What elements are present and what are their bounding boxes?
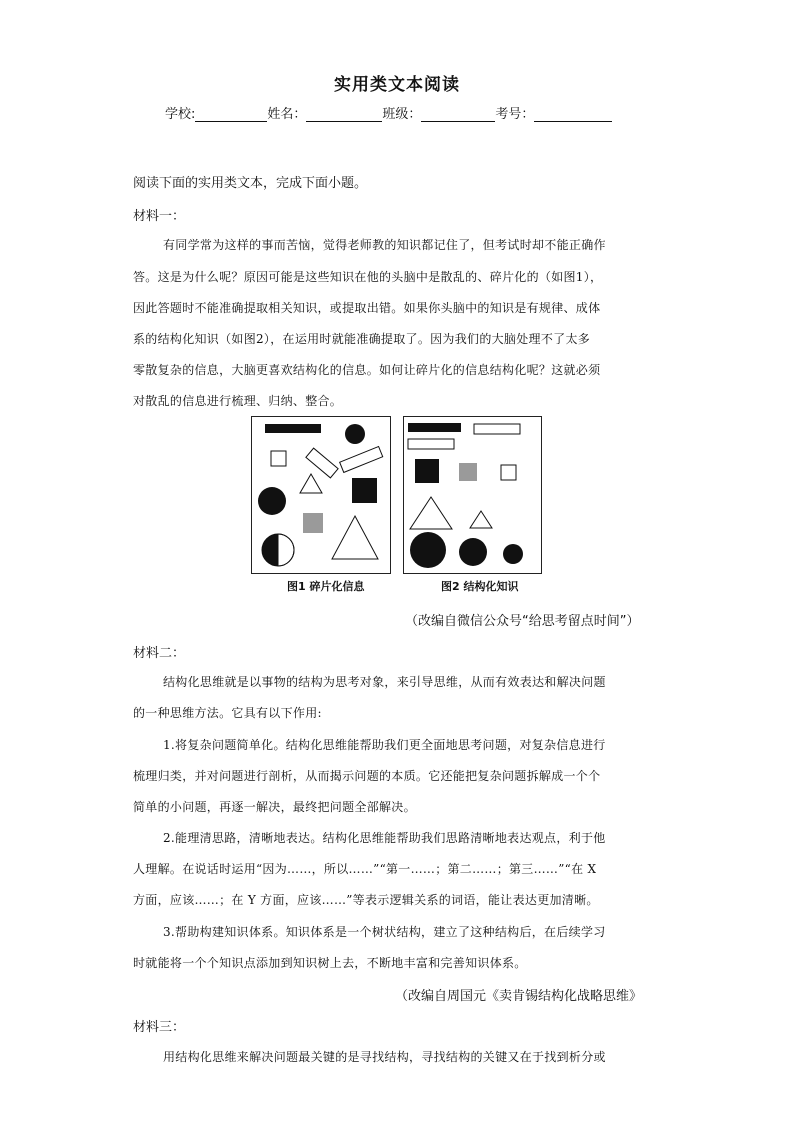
material1-source: （改编自微信公众号“给思考留点时间”）	[405, 614, 640, 629]
material3-heading: 材料三：	[133, 1020, 186, 1035]
figure-2-caption: 图2 结构化知识	[441, 580, 519, 593]
paragraph-line: 答。这是为什么呢？原因可能是这些知识在他的头脑中是散乱的、碎片化的（如图1），	[133, 270, 603, 284]
paragraph-line: 的一种思维方法。它具有以下作用:	[133, 706, 322, 720]
student-info-row	[165, 103, 612, 122]
paragraph-line: 对散乱的信息进行梳理、归纳、整合。	[133, 394, 343, 408]
paragraph-line: 3.帮助构建知识体系。知识体系是一个树状结构，建立了这种结构后，在后续学习	[163, 925, 606, 939]
name-blank	[306, 107, 382, 122]
name-label: 姓名：	[267, 107, 307, 122]
figure-1-fragmented	[251, 416, 391, 574]
figure-2-structured	[403, 416, 542, 574]
school-label: 学校:	[165, 107, 196, 122]
material2-heading: 材料二：	[133, 646, 186, 661]
intro-text: 阅读下面的实用类文本，完成下面小题。	[133, 176, 368, 191]
number-blank	[534, 107, 612, 122]
number-label: 考号：	[495, 107, 535, 122]
paragraph-line: 有同学常为这样的事而苦恼，觉得老师教的知识都记住了，但考试时却不能正确作	[163, 238, 606, 252]
figure-1-shapes	[252, 417, 390, 573]
figure-2-shapes	[404, 417, 541, 573]
material1-heading: 材料一：	[133, 209, 186, 224]
paragraph-line: 2.能理清思路，清晰地表达。结构化思维能帮助我们思路清晰地表达观点，利于他	[163, 831, 606, 845]
paragraph-line: 时就能将一个个知识点添加到知识树上去，不断地丰富和完善知识体系。	[133, 956, 527, 970]
figure-1-caption: 图1 碎片化信息	[287, 580, 365, 593]
paragraph-line: 零散复杂的信息，大脑更喜欢结构化的信息。如何让碎片化的信息结构化呢？这就必须	[133, 363, 601, 377]
paragraph-line: 简单的小问题，再逐一解决，最终把问题全部解决。	[133, 800, 416, 814]
paragraph-line: 1.将复杂问题简单化。结构化思维能帮助我们更全面地思考问题，对复杂信息进行	[163, 738, 606, 752]
page-title: 实用类文本阅读	[334, 75, 460, 95]
school-blank	[195, 107, 267, 122]
paragraph-line: 人理解。在说话时运用“因为……，所以……”“第一……；第二……；第三……”“在 X	[133, 862, 597, 876]
material2-source: （改编自周国元《卖肯锡结构化战略思维》	[395, 989, 643, 1004]
paragraph-line: 结构化思维就是以事物的结构为思考对象，来引导思维，从而有效表达和解决问题	[163, 675, 606, 689]
paragraph-line: 方面，应该……；在 Y 方面，应该……”等表示逻辑关系的词语，能让表达更加清晰。	[133, 893, 599, 907]
paragraph-line: 系的结构化知识（如图2），在运用时就能准确提取了。因为我们的大脑处理不了太多	[133, 332, 591, 346]
paragraph-line: 用结构化思维来解决问题最关键的是寻找结构，寻找结构的关键又在于找到析分或	[163, 1050, 606, 1064]
class-blank	[421, 107, 495, 122]
class-label: 班级：	[382, 107, 422, 122]
paragraph-line: 因此答题时不能准确提取相关知识，或提取出错。如果你头脑中的知识是有规律、成体	[133, 301, 601, 315]
paragraph-line: 梳理归类，并对问题进行剖析，从而揭示问题的本质。它还能把复杂问题拆解成一个个	[133, 769, 601, 783]
